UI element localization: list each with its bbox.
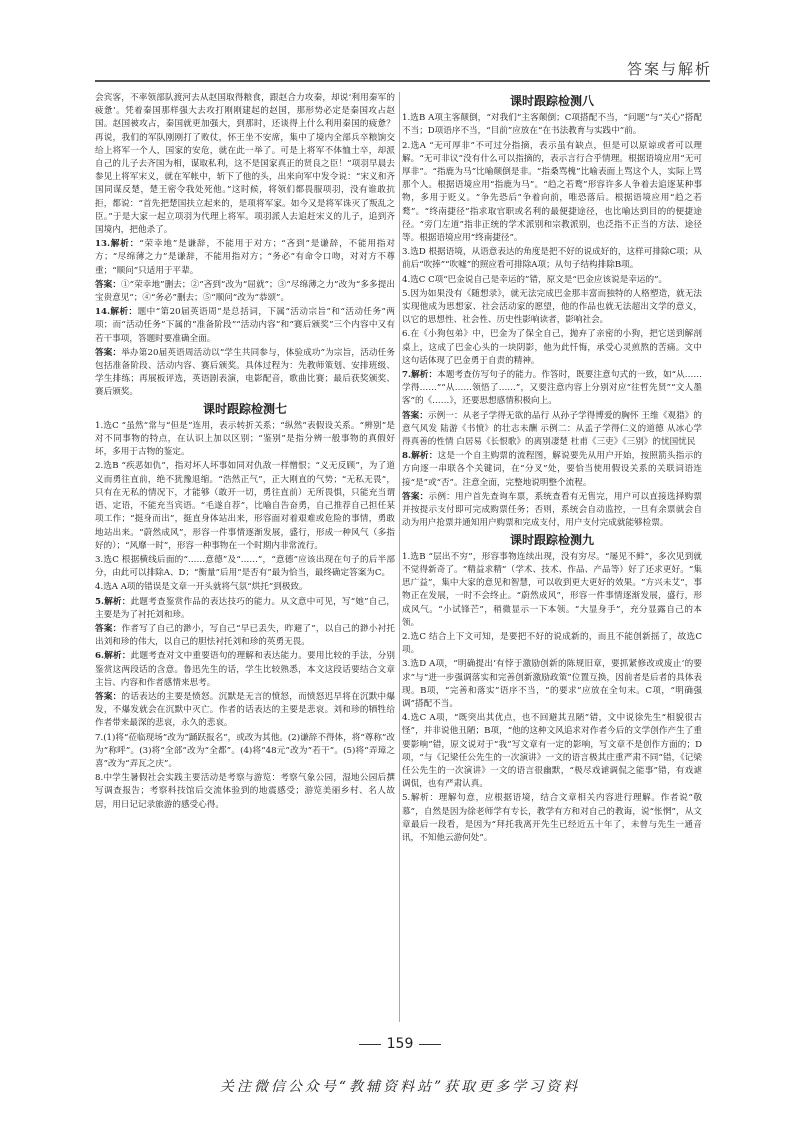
s8-item-8-answer xyxy=(402,491,702,531)
analysis-text: 本题考查仿写句子的能力。作答时，既要注意句式的一致，如“从……学得……”“从……领悟了……”，又要注意内容上分别对应“往哲先贤”“文人墨客”的《……》，还要思想感情积极向上。 xyxy=(402,370,702,407)
header-rule xyxy=(95,80,710,82)
s7-item-4: 4.选A A项的错误是文章一开头就将气氛“烘托”到极致。 xyxy=(95,582,308,593)
s7-item-5-answer xyxy=(95,623,395,649)
answer-text: 示例一：从老子学得无欲的品行 从孙子学得博爱的胸怀 王维《观猎》的意气风发 陆游《书愤》的壮志未酬 示例二：从孟子学得仁义的道德 从冰心学得真善的性情 白居易《长恨歌》的离别凄楚 杜甫《三吏》《三别》的忧国忧民 xyxy=(402,410,702,448)
answer-label: 答案： xyxy=(95,691,122,702)
analysis-label: 解析： xyxy=(109,239,140,250)
s8-item-7-answer xyxy=(402,410,702,450)
item-number: 5. xyxy=(95,596,104,607)
answer-label: 答案： xyxy=(95,623,122,634)
s8-item-2: 2.选A “无可厚非”不可过分指摘，表示虽有缺点，但是可以原谅或者可以理解。“无可非议”没有什么可以指摘的，表示言行合乎情理。根据语境应用“无可厚非”。“指鹿为马”比喻颠倒是非。“指桑骂槐”比喻表面上骂这个人，实际上骂那个人。根据语境应用“指鹿为马”。“趋之若鹜”形容许多人争着去追逐某种事物，多用于贬义。“争先恐后”争着向前，唯恐落后。根据语境应用“趋之若鹜”。“终南捷径”指求取官职或名利的最便捷途径，也比喻达到目的的便捷途径。“旁门左道”指非正统的学术派别和宗教派别，也泛指不正当的方法、途径等。根据语境应用“终南捷径”。 xyxy=(402,140,702,244)
s7-item-2: 2.选B “疾恶如仇”，指对坏人坏事如同对仇敌一样憎恨；“义无反顾”，为了道义而勇往直前，绝不犹豫退缩。“浩然正气”，正大刚直的气势；“无私无畏”，只有在无私的情况下，才能够（敢开一切，勇往直前）无所畏惧，只能充当谓语、定语，不能充当宾语。“毛遂自荐”，比喻自告奋勇，自己推荐自己担任某项工作；“挺身而出”，挺直身体站出来，形容面对着艰难或危险的事情，勇敢地站出来。“蔚然成风”，形容一件事情逐渐发展，盛行，形成一种风气（多指好的）；“风靡一时”，形容一种事物在一个时期内非常流行。 xyxy=(95,461,395,551)
page-number: 159 xyxy=(0,1036,800,1052)
answer-text: 示例：用户首先查询车票，系统查看有无售完，用户可以直接选择购票并按提示支付即可完成购票任务；否则，系统会自动监控，一旦有余票就会自动为用户抢票并通知用户购票和完成支付，用户支付完成就能够检票。 xyxy=(402,491,702,529)
s8-item-7 xyxy=(402,369,702,409)
answer-label: 答案： xyxy=(402,491,429,502)
s9-item-3: 3.选D A项，“明确提出‘有悖于激励创新的陈规旧章，要抓紧修改或废止’的要求”与“进一步强调落实和完善创新激励政策”位置互换，因前者是后者的具体表现。B项，“完善和落实”语序不当，“的要求”应放在全句末。C项，“明确强调”搭配不当。 xyxy=(402,659,702,709)
answer-text: 作者写了自己的渺小，写自己“早已丢失，昨避了”，以自己的渺小衬托出刘和珍的伟大，以自己的胆怯衬托刘和珍的英勇无畏。 xyxy=(95,623,395,648)
s9-item-2: 2.选C 结合上下文可知，是要把不好的说成新的，而且不能创新摇了，故选C项。 xyxy=(402,631,702,656)
s8-item-4: 4.选C C项“巴金说自己是幸运的”错，原文是“巴金应该说是幸运的”。 xyxy=(402,274,668,285)
analysis-label: 解析： xyxy=(103,651,131,662)
s7-item-6 xyxy=(95,650,395,690)
column-separator xyxy=(399,92,400,1022)
item-number: 6. xyxy=(95,651,104,662)
analysis-text: 此题考查对文中重要语句的理解和表达能力。要用比较的手法，分别鉴赏这两段话的含意。鲁迅先生的话，学生比较熟悉，本文这段话要结合文章主旨、内容和作者感情来思考。 xyxy=(95,651,395,688)
s7-item-3: 3.选C 根据横线后面的“……意德”及“……”，“意德”应该出现在句子的后半部分，由此可以排除A、D；“衡量”后用“是否有”最为恰当，最终确定答案为C。 xyxy=(95,554,395,579)
s9-item-4: 4.选C A项，“既突出其优点，也不回避其丑陋”错，文中说徐先生“相貌很古怪”，并非说他丑陋；B项，“他的这种文风追求对作者今后的文学创作产生了重要影响”错，原文说对于“我”写文章有一定的影响，写文章不是创作方面的；D项，“与《记梁任公先生的一次演讲》一文的语言极其庄重严肃不同”错，《记梁任公先生的一次演讲》一文的语言很幽默，“极尽戏谑调侃之能事”错，有戏谑调侃，也有严肃认真。 xyxy=(402,713,702,790)
answer-label: 答案： xyxy=(402,410,428,421)
item-13 xyxy=(95,238,395,278)
analysis-text: 题中“第20届英语周”是总括词，下属“活动宗旨”和“活动任务”两项；而“活动任务”下属的“准备阶段”“活动内容”和“赛后颁奖”三个内容中又有若干事项，答题时要准确全面。 xyxy=(95,307,395,344)
item-14-answer xyxy=(95,347,395,400)
left-column xyxy=(95,92,395,813)
s7-item-5 xyxy=(95,596,395,622)
item-number: 13. xyxy=(95,239,110,250)
analysis-text: “荣幸地”是谦辞，不能用于对方；“吝到”是谦辞，不能用指对方；“尽绵薄之力”是谦辞，不能用指对方；“务必”有命令口吻，对对方不尊重；“顺问”只适用于平辈。 xyxy=(95,239,395,276)
running-header-title: 答案与解析 xyxy=(626,60,712,78)
item-13-answer xyxy=(95,279,395,305)
s7-item-7: 7.(1)将“莅临现场”改为“踊跃报名”，或改为其他。(2)谦辞不得体，将“尊称”改为“称呼”。(3)将“全部”改为“全都”。(4)将“48元”改为“若干”。(5)将“弄璋之喜”改为“弄瓦之庆”。 xyxy=(95,732,395,769)
s8-item-6: 6.在《小狗包弟》中，巴金为了保全自己，抛弃了亲密的小狗，把它送到解剖桌上，这成了巴金心头的一块阴影，他为此忏悔，承受心灵煎熬的苦痛。文中这句话体现了巴金勇于自责的精神。 xyxy=(402,329,702,366)
analysis-text: 此题考查鉴赏作品的表达技巧的能力。从文意中可见，写“她”自己，主要是为了衬托刘和珍。 xyxy=(95,596,395,620)
s9-item-1: 1.选B “层出不穷”，形容事物连续出现，没有穷尽。“屡见不鲜”，多次见到就不觉得新奇了。“精益求精”（学术、技术、作品、产品等）好了还求更好。“集思广益”，集中大家的意见和智慧，可以收到更大更好的效果。“方兴未艾”，事物正在发展，一时不会终止。“蔚然成风”，形容一件事情逐渐发展，盛行，形成风气。“小试锋芒”，稍微显示一下本领。“大显身手”，充分显露自己的本领。 xyxy=(402,551,702,628)
answer-text: 的话表达的主要是愤怒。沉默是无言的愤怒，而愤怒迟早将在沉默中爆发，不爆发就会在沉默中灭亡。作者的话表达的主要是悲哀。刘和珍的牺牲给作者带来最深的悲哀，永久的悲哀。 xyxy=(95,691,395,729)
s7-item-8: 8.中学生暑假社会实践主要活动是考察与游览：考察气象公园，湿地公园后撰写调查报告；考察科技馆后交流体验到的地震感受；游览美丽乡村、名人故居，用日记记录旅游的感受心得。 xyxy=(95,773,395,810)
s8-item-1: 1.选B A项主客颠倒，“对我们”主客颠倒；C项搭配不当，“问题”与“关心”搭配不当；D项语序不当，“目前”应放在“在书法教育与实践中”前。 xyxy=(402,113,702,137)
item-14 xyxy=(95,306,395,346)
analysis-text: 这是一个自主购票的流程图，解说要先从用户开始，按照箭头指示的方向逐一串联各个关键词，在“分叉”处，要恰当使用假设关系的关联词语连接“是”或“否”。注意全面，完整地说明整个流程。 xyxy=(402,451,702,488)
footer-handwritten-note: 关注微信公众号“教辅资料站”获取更多学习资料 xyxy=(219,1079,581,1095)
s7-item-1: 1.选C “虽然”常与“但是”连用，表示转折关系；“纵然”表假设关系。“辨别”是对不同事物的特点，在认识上加以区别；“鉴别”是指分辨一般事物的真假好坏，多用于古物的鉴定。 xyxy=(95,420,395,458)
answer-text: 举办第20届英语周活动以“学生共同参与，体验成功”为宗旨，活动任务包括准备阶段、活动内容、赛后颁奖。具体过程为：先教师策划、安排班级、学生排练；再展板评选，英语剧表演，电影配音，歌曲比赛；最后获奖颁奖、赛后颁奖。 xyxy=(95,347,395,398)
item-number: 8. xyxy=(402,451,411,462)
item-number: 7. xyxy=(402,370,411,381)
answer-label: 答案： xyxy=(95,347,122,358)
right-column xyxy=(402,92,702,846)
s8-item-8 xyxy=(402,450,702,490)
analysis-label: 解析： xyxy=(410,370,438,381)
analysis-label: 解析： xyxy=(410,451,438,462)
answer-label: 答案： xyxy=(95,279,121,290)
section-title-9: 课时跟踪检测九 xyxy=(509,532,594,547)
item-number: 14. xyxy=(95,307,110,318)
analysis-label: 解析： xyxy=(109,307,138,318)
s7-item-6-answer xyxy=(95,691,395,731)
section-title-8: 课时跟踪检测八 xyxy=(509,94,594,108)
analysis-label: 解析： xyxy=(103,596,131,607)
s8-item-5: 5.因为如果没有《随想录》，就无法完成巴金那丰富而独特的人格塑造，就无法实现他成为思想家、社会活动家的愿望，他的作品也就无法超出文学的意义，以它的思想性、社会性、历史性影响读者，影响社会。 xyxy=(402,288,702,326)
s9-item-5: 5.解析：理解句意，应根据语境，结合文章相关内容进行理解。作者说“敬慕”，自然是因为徐老师学有专长，教学有方和对自己的教诲，说“怅惘”，从文章最后一段看，是因为“拜托我离开先生已经近五十年了，未曾与先生一通音讯，不知他云游何处”。 xyxy=(402,793,702,843)
answer-text: ①“荣幸地”删去；②“吝到”改为“屈就”；③“尽绵薄之力”改为“多多提出宝贵意见”；④“务必”删去；⑤“顺问”改为“恭颂”。 xyxy=(95,279,395,304)
intro-paragraph: 会宾客，不率领部队渡河去从赵国取得粮食，跟赵合力攻秦，却说‘利用秦军的疲惫’。凭着秦国那样强大去攻打刚刚建起的赵国，那形势必定是秦国攻占赵国。赵国被攻占，秦国就更加强大，到那时，还谈得上什么利用秦国的疲惫？再说，我们的军队刚刚打了败仗，怀王坐不安席，集中了境内全部兵卒粮饷交给上将军一个人，国家的安危，就在此一举了。可是上将军不体恤士卒，却派自己的儿子去齐国为相，谋取私利，这不是国家真正的贤良之臣！”项羽早晨去参见上将军宋义，就在军帐中，斩下了他的头，出来向军中发令说：“宋义和齐国同谋反楚，楚王密令我处死他。”这时候，将领们都畏服项羽，没有谁敢抗拒，都说：“首先把楚国扶立起来的，是项将军家。如今又是将军诛灭了叛乱之臣。”于是大家一起立项羽为代理上将军。项羽派人去追赶宋义的儿子，追到齐国境内，把他杀了。 xyxy=(95,93,395,236)
section-title-7: 课时跟踪检测七 xyxy=(202,401,287,416)
s8-item-3: 3.选D 根据语境，从语意表达的角度是把不好的说成好的，这样可排除C项；从前后“吹捧”“吹嘘”的照应看可排除A项；从句子结构排除B项。 xyxy=(402,247,702,271)
